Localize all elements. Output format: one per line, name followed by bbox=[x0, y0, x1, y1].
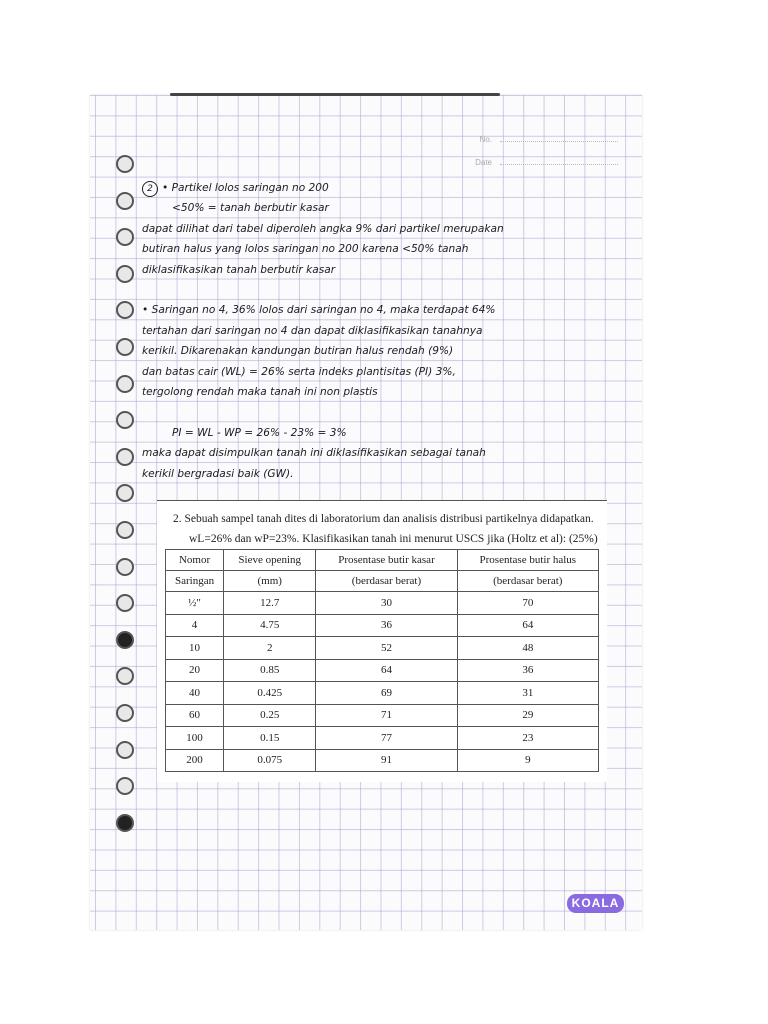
header-date: Date bbox=[475, 158, 618, 167]
note-line: diklasifikasikan tanah berbutir kasar bbox=[142, 263, 336, 276]
column-header: (mm) bbox=[224, 571, 316, 592]
table-row bbox=[166, 614, 599, 637]
binder-hole bbox=[116, 155, 134, 173]
table-cell: 4 bbox=[166, 614, 224, 637]
binder-hole bbox=[116, 265, 134, 283]
table-cell: 64 bbox=[316, 659, 457, 682]
note-line: butiran halus yang lolos saringan no 200 karena <50% tanah bbox=[142, 243, 469, 256]
table-cell: 23 bbox=[457, 727, 598, 750]
table-cell: 100 bbox=[166, 727, 224, 750]
column-header: Nomor bbox=[166, 550, 224, 571]
table-cell: 40 bbox=[166, 682, 224, 705]
table-cell: 64 bbox=[457, 614, 598, 637]
table-cell: 36 bbox=[457, 659, 598, 682]
table-header-row bbox=[166, 550, 599, 571]
table-row bbox=[166, 749, 599, 772]
table-cell: 0.425 bbox=[224, 682, 316, 705]
note-line: maka dapat disimpulkan tanah ini diklasifikasikan sebagai tanah bbox=[142, 447, 486, 460]
table-cell: 48 bbox=[457, 637, 598, 660]
table-cell: 30 bbox=[316, 592, 457, 615]
table-row bbox=[166, 637, 599, 660]
table-cell: 200 bbox=[166, 749, 224, 772]
sieve-table bbox=[165, 549, 599, 772]
brand-logo: KOALA bbox=[567, 894, 624, 913]
table-cell: 0.25 bbox=[224, 704, 316, 727]
table-cell: 36 bbox=[316, 614, 457, 637]
binder-hole bbox=[116, 192, 134, 210]
table-cell: 31 bbox=[457, 682, 598, 705]
printed-question bbox=[157, 500, 607, 782]
binder-hole bbox=[116, 375, 134, 393]
note-line: tergolong rendah maka tanah ini non plastis bbox=[142, 386, 378, 399]
binder-hole bbox=[116, 521, 134, 539]
column-header: (berdasar berat) bbox=[457, 571, 598, 592]
binder-holes bbox=[116, 155, 138, 850]
binder-hole bbox=[116, 338, 134, 356]
table-row bbox=[166, 682, 599, 705]
formula-line: PI = WL - WP = 26% - 23% = 3% bbox=[172, 426, 347, 439]
table-cell: 52 bbox=[316, 637, 457, 660]
table-cell: 12.7 bbox=[224, 592, 316, 615]
note-line: dapat dilihat dari tabel diperoleh angka 9% dari partikel merupakan bbox=[142, 222, 504, 235]
note-line: kerikil bergradasi baik (GW). bbox=[142, 467, 294, 480]
binder-hole bbox=[116, 484, 134, 502]
table-cell: 2 bbox=[224, 637, 316, 660]
binder-hole bbox=[116, 704, 134, 722]
binder-hole bbox=[116, 228, 134, 246]
table-cell: 77 bbox=[316, 727, 457, 750]
binder-hole bbox=[116, 777, 134, 795]
binder-hole bbox=[116, 301, 134, 319]
binder-hole bbox=[116, 594, 134, 612]
table-cell: 60 bbox=[166, 704, 224, 727]
table-cell: 71 bbox=[316, 704, 457, 727]
table-cell: 0.15 bbox=[224, 727, 316, 750]
note-line: 2 • Partikel lolos saringan no 200 bbox=[142, 178, 632, 198]
table-cell: 0.85 bbox=[224, 659, 316, 682]
table-header-row bbox=[166, 571, 599, 592]
table-cell: 29 bbox=[457, 704, 598, 727]
header-no: No. bbox=[480, 135, 618, 144]
binder-hole bbox=[116, 814, 134, 832]
note-line: tertahan dari saringan no 4 dan dapat diklasifikasikan tanahnya bbox=[142, 324, 483, 337]
binder-hole bbox=[116, 411, 134, 429]
table-cell: 0.075 bbox=[224, 749, 316, 772]
column-header: (berdasar berat) bbox=[316, 571, 457, 592]
table-cell: 69 bbox=[316, 682, 457, 705]
question-text: 2. Sebuah sampel tanah dites di laboratorium dan analisis distribusi partikelnya didapatkan. wL=26% dan wP=23%. Klasifikasikan tanah ini menurut USCS jika (Holtz et al): (25%) bbox=[173, 513, 598, 545]
handwritten-answer bbox=[142, 178, 632, 484]
note-line: dan batas cair (WL) = 26% serta indeks plantisitas (PI) 3%, bbox=[142, 365, 456, 378]
note-line: <50% = tanah berbutir kasar bbox=[172, 202, 329, 215]
table-row bbox=[166, 704, 599, 727]
table-row bbox=[166, 727, 599, 750]
binder-hole bbox=[116, 631, 134, 649]
binder-hole bbox=[116, 741, 134, 759]
table-row bbox=[166, 659, 599, 682]
table-cell: 9 bbox=[457, 749, 598, 772]
table-row bbox=[166, 592, 599, 615]
page-top-edge bbox=[170, 93, 500, 96]
binder-hole bbox=[116, 558, 134, 576]
table-cell: 70 bbox=[457, 592, 598, 615]
column-header: Sieve opening bbox=[224, 550, 316, 571]
table-cell: 4.75 bbox=[224, 614, 316, 637]
column-header: Prosentase butir kasar bbox=[316, 550, 457, 571]
table-cell: ½" bbox=[166, 592, 224, 615]
table-cell: 20 bbox=[166, 659, 224, 682]
note-line: kerikil. Dikarenakan kandungan butiran halus rendah (9%) bbox=[142, 345, 454, 358]
question-number: 2 bbox=[142, 181, 158, 197]
binder-hole bbox=[116, 448, 134, 466]
column-header: Saringan bbox=[166, 571, 224, 592]
table-cell: 91 bbox=[316, 749, 457, 772]
table-cell: 10 bbox=[166, 637, 224, 660]
note-line: • Saringan no 4, 36% lolos dari saringan no 4, maka terdapat 64% bbox=[142, 304, 496, 317]
column-header: Prosentase butir halus bbox=[457, 550, 598, 571]
binder-hole bbox=[116, 667, 134, 685]
